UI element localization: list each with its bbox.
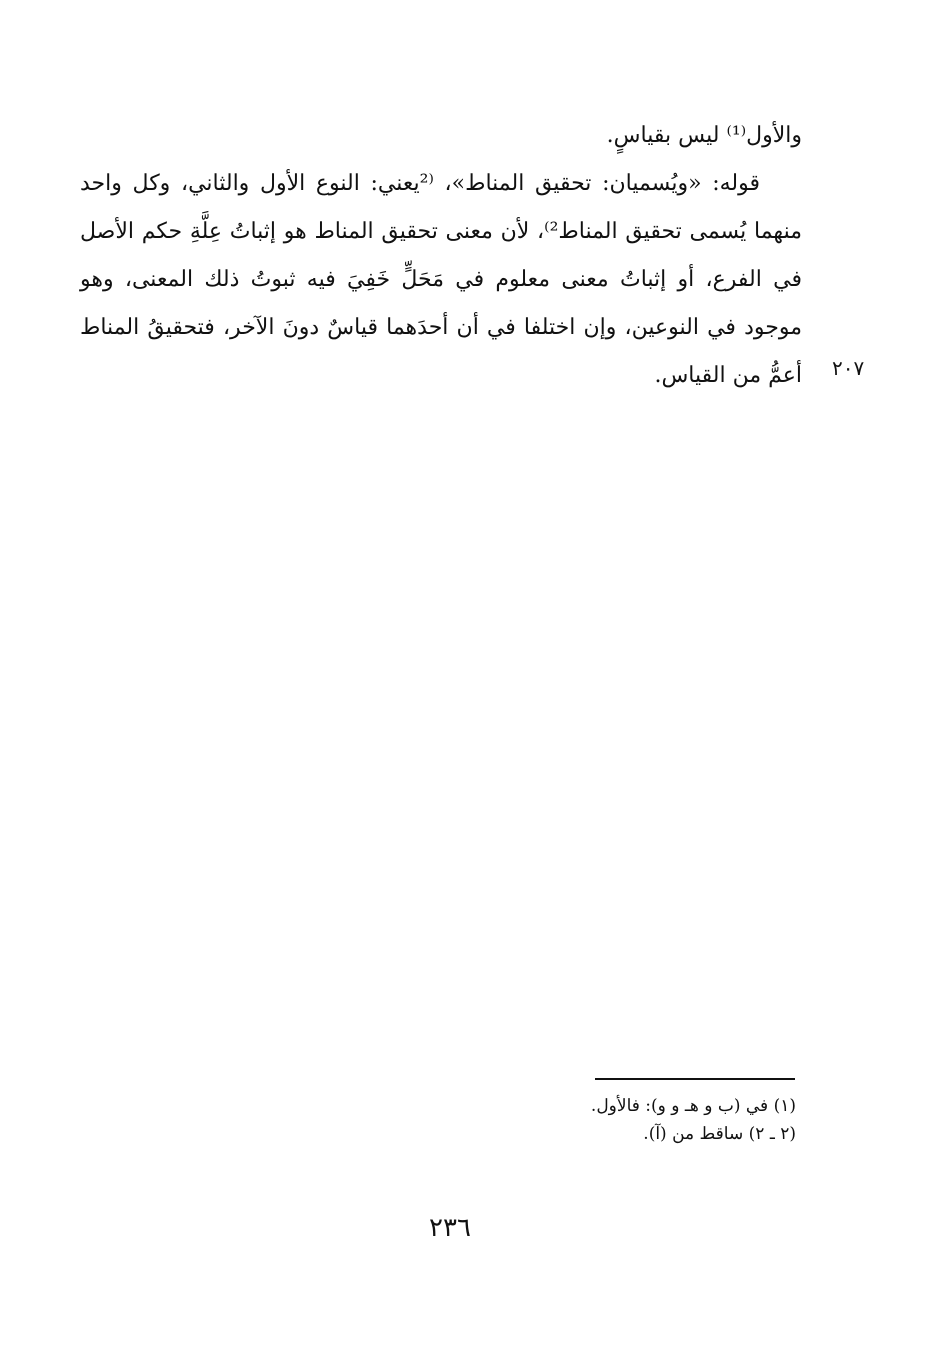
main-text xyxy=(80,112,802,400)
footnote-item: (٢ ـ ٢) ساقط من (آ). xyxy=(643,1124,796,1144)
footnote-separator xyxy=(595,1078,795,1080)
margin-reference-number: ٢٠٧ xyxy=(832,356,865,380)
page-number: ٢٣٦ xyxy=(429,1213,471,1243)
footnote-item: (١) في (ب و هـ و و): فالأول. xyxy=(590,1096,796,1116)
paragraph-second: قوله: «ويُسميان: تحقيق المناط»، ⁽²يعني: النوع الأول والثاني، وكل واحد منهما يُسمى تحقيق المناط²⁾، لأن معنى تحقيق المناط هو إثباتُ عِلَّةِ حكم الأصل في الفرع، أو إثباتُ معنى معلوم في مَحَلٍّ خَفِيَ فيه ثبوتُ ذلك المعنى، وهو موجود في النوعين، وإن اختلفا في أن أحدَهما قياسٌ دونَ الآخر، فتحقيقُ المناط أعمُّ من القياس. xyxy=(80,171,802,388)
paragraph-first: والأول⁽¹⁾ ليس بقياسٍ. xyxy=(606,123,802,148)
footnotes xyxy=(430,1092,796,1148)
